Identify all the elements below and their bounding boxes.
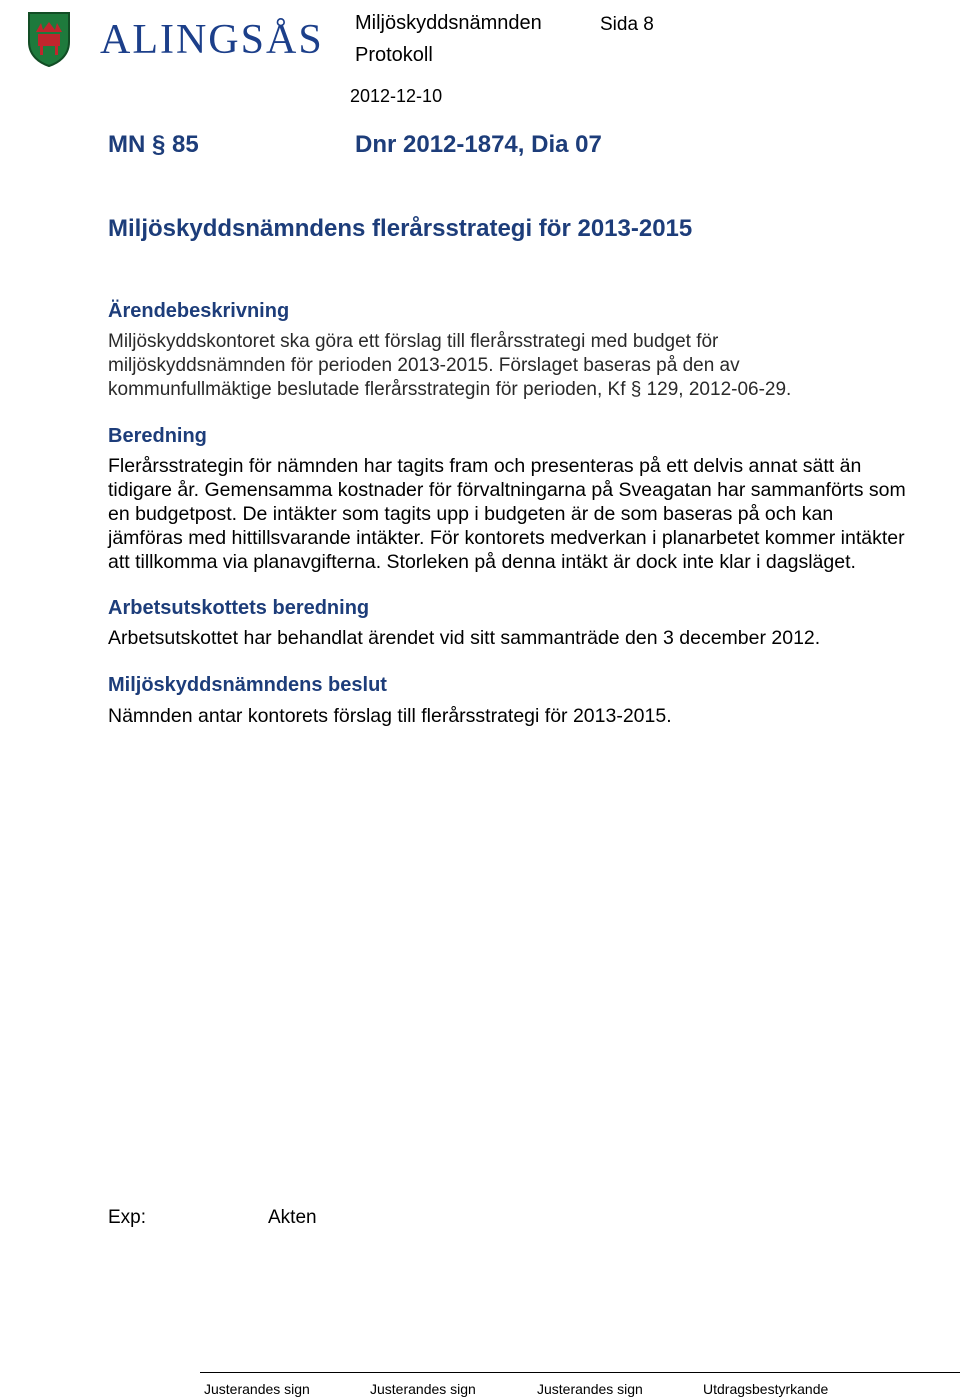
description-text bbox=[108, 330, 791, 402]
coat-of-arms-icon bbox=[26, 10, 72, 68]
description-heading: Ärendebeskrivning bbox=[108, 300, 290, 322]
preparation-text bbox=[108, 454, 906, 574]
text-line: att tillkomma via planavgifterna. Storleken på denna intäkt är dock inte klar i dagsläget. bbox=[108, 551, 856, 573]
registration-number: Dnr 2012-1874, Dia 07 bbox=[355, 131, 602, 158]
page-number: Sida 8 bbox=[600, 14, 654, 35]
text-line: kommunfullmäktige beslutade flerårsstrategin för perioden, Kf § 129, 2012-06-29. bbox=[108, 379, 792, 400]
signature-label: Justerandes sign bbox=[204, 1381, 310, 1397]
text-line: jämföras med hittillsvarande intäkter. För kontorets medverkan i planarbetet kommer intäkter bbox=[108, 527, 905, 549]
text-line: Miljöskyddskontoret ska göra ett förslag till flerårsstrategi med budget för bbox=[108, 331, 719, 352]
text-line: miljöskyddsnämnden för perioden 2013-2015. Förslaget baseras på den av bbox=[108, 355, 740, 376]
text-line: en budgetpost. De intäkter som tagits upp i budgeten är de som baseras på och kan bbox=[108, 503, 834, 525]
text-line: tidigare år. Gemensamma kostnader för förvaltningarna på Sveagatan har sammanförts som bbox=[108, 479, 906, 501]
signature-label: Utdragsbestyrkande bbox=[703, 1381, 829, 1397]
alingsas-logo bbox=[26, 10, 324, 68]
signature-label: Justerandes sign bbox=[537, 1381, 643, 1397]
working-committee-text: Arbetsutskottet har behandlat ärendet vid sitt sammanträde den 3 december 2012. bbox=[108, 627, 821, 649]
document-type: Protokoll bbox=[355, 44, 433, 66]
expedition-value: Akten bbox=[268, 1207, 317, 1228]
footer-divider bbox=[200, 1372, 960, 1373]
page-title: Miljöskyddsnämndens flerårsstrategi för 2013-2015 bbox=[108, 215, 693, 242]
expedition-label: Exp: bbox=[108, 1207, 147, 1228]
case-number: MN § 85 bbox=[108, 131, 199, 158]
committee-name: Miljöskyddsnämnden bbox=[355, 12, 542, 34]
signature-label: Justerandes sign bbox=[370, 1381, 476, 1397]
text-line: Flerårsstrategin för nämnden har tagits fram och presenteras på ett delvis annat sätt än bbox=[108, 455, 862, 477]
logo-wordmark: ALINGSÅS bbox=[100, 17, 324, 63]
document-date: 2012-12-10 bbox=[350, 86, 443, 106]
working-committee-heading: Arbetsutskottets beredning bbox=[108, 597, 370, 619]
decision-heading: Miljöskyddsnämndens beslut bbox=[108, 674, 387, 696]
decision-text: Nämnden antar kontorets förslag till flerårsstrategi för 2013-2015. bbox=[108, 705, 672, 727]
preparation-heading: Beredning bbox=[108, 425, 207, 447]
